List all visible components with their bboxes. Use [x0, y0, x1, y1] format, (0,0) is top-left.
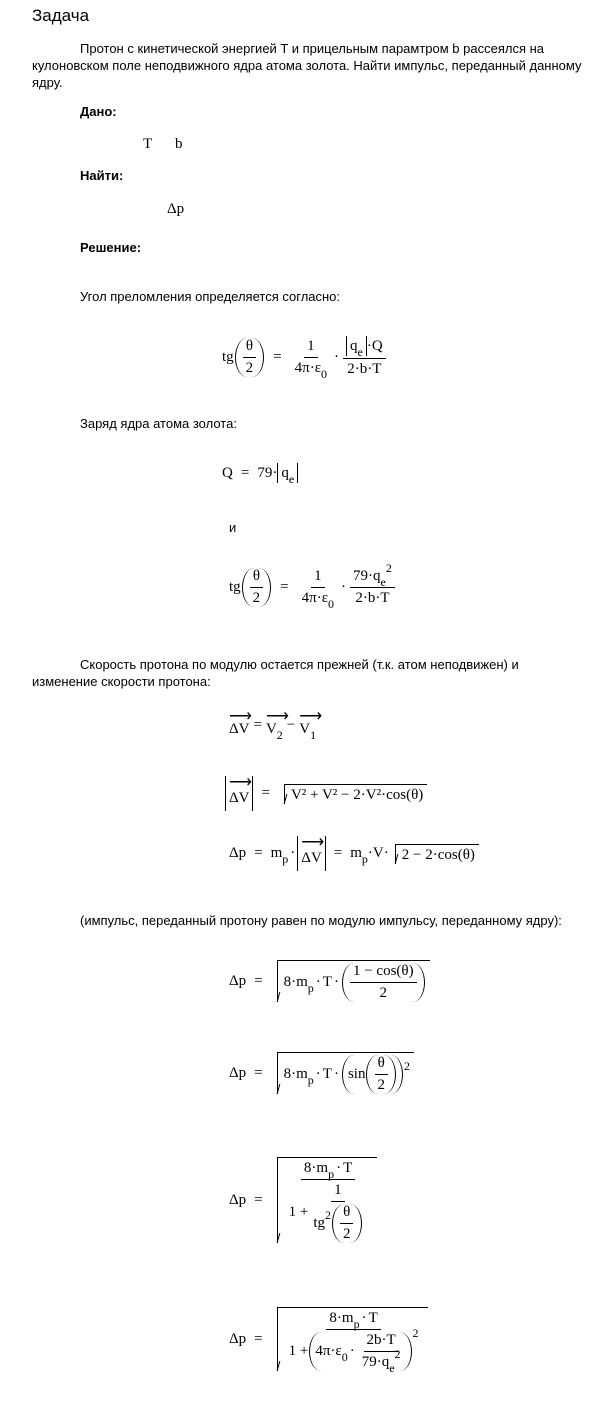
- paren: [242, 568, 272, 607]
- formula-dp-sin: [229, 1052, 414, 1094]
- f-sub1: 1: [310, 728, 317, 742]
- find-value: Δp: [167, 201, 185, 217]
- f-eq: =: [254, 845, 263, 861]
- f-dot: ·: [334, 348, 340, 365]
- f-T: T: [322, 1066, 332, 1082]
- given-label: Дано:: [80, 104, 117, 119]
- f-e: e: [288, 472, 295, 486]
- f-dot: ·: [341, 579, 347, 595]
- f-q: q: [350, 338, 358, 354]
- problem-text: Протон с кинетической энергией T и прицельным парамтром b рассеялся на кулоновском поле неподвижного ядра атома золота. Найти импульс, переданный данному ядру.: [32, 41, 582, 90]
- f-eq: =: [254, 1191, 263, 1208]
- f-dot: ·: [315, 974, 321, 990]
- f-2bT: 2b·T: [364, 1332, 399, 1352]
- formula-tg-angle-2: [229, 561, 397, 611]
- f-dot: ·: [315, 1066, 321, 1082]
- f-eq: =: [240, 464, 250, 481]
- paren: [235, 338, 265, 377]
- given-T: T: [143, 136, 153, 152]
- f-T: T: [368, 1310, 378, 1326]
- f-eq: =: [254, 972, 263, 989]
- text-angle: Угол преломления определяется согласно:: [80, 289, 341, 304]
- f-dp: Δp: [229, 1330, 247, 1347]
- f-tg: tg: [229, 579, 241, 595]
- f-79q: 79·q: [361, 1354, 390, 1370]
- f-dp: Δp: [229, 1191, 247, 1208]
- f-p: p: [328, 1167, 335, 1181]
- f-sq: 2: [412, 1326, 419, 1340]
- f-m: m: [270, 845, 283, 861]
- f-dp: Δp: [229, 845, 247, 861]
- f-sq: 2: [394, 1347, 401, 1361]
- f-eq: =: [253, 716, 262, 733]
- f-sin: sin: [347, 1066, 366, 1082]
- f-T: T: [343, 1160, 353, 1176]
- f-V: V: [265, 721, 277, 737]
- formula-dp-cos: [229, 960, 430, 1002]
- text-and: и: [229, 520, 237, 535]
- given-b: b: [175, 136, 183, 152]
- f-dp: Δp: [229, 1064, 247, 1081]
- formula-abs-delta-v: [225, 776, 427, 811]
- f-dV: ⟶ ΔV: [301, 836, 321, 871]
- f-e: e: [389, 1361, 395, 1375]
- f-79: 79·: [257, 464, 278, 481]
- text-velocity: Скорость протона по модулю остается прежней (т.к. атом неподвижен) и изменение скорости протона:: [32, 657, 519, 689]
- f-eq: =: [254, 1330, 263, 1347]
- f-4pi: 4π·ε: [294, 359, 322, 376]
- formula-dp-final: [229, 1307, 428, 1375]
- f-dot: ·: [336, 1160, 342, 1176]
- f-1plus: 1 +: [288, 1204, 309, 1220]
- f-eq: =: [273, 348, 282, 365]
- f-m: m: [350, 845, 362, 861]
- f-V: ·V·: [367, 845, 389, 861]
- f-8m: 8·m: [283, 974, 308, 990]
- f-e: e: [380, 575, 386, 589]
- f-79q: 79·q: [353, 568, 381, 584]
- f-q: q: [281, 465, 289, 481]
- f-sq: 2: [385, 561, 392, 575]
- f-eq: =: [254, 1064, 263, 1081]
- f-p: p: [307, 1073, 314, 1087]
- f-dot: ·: [361, 1310, 367, 1326]
- f-4pi: 4π·ε: [301, 590, 329, 606]
- f-two: 2: [252, 590, 261, 606]
- f-eq: =: [333, 845, 343, 861]
- f-sq: 2: [325, 1208, 332, 1222]
- f-eq: =: [280, 579, 289, 595]
- f-two: 2: [379, 985, 388, 1001]
- f-one: 1: [311, 568, 325, 588]
- formula-charge: [222, 463, 298, 486]
- f-two: 2: [377, 1077, 385, 1093]
- f-p: p: [353, 1317, 360, 1331]
- f-one: 1: [331, 1182, 345, 1202]
- f-1plus: 1 +: [288, 1343, 309, 1359]
- f-Q: Q: [222, 464, 233, 481]
- f-8m: 8·m: [329, 1310, 354, 1326]
- f-den: 2·b·T: [355, 590, 390, 606]
- solution-label: Решение:: [80, 240, 142, 255]
- f-8m: 8·m: [303, 1160, 329, 1176]
- f-T: T: [322, 974, 332, 990]
- text-impulse: (импульс, переданный протону равен по модулю импульсу, переданному ядру):: [80, 913, 562, 928]
- f-sub0: 0: [321, 366, 328, 381]
- f-sub2: 2: [276, 728, 283, 742]
- f-theta: θ: [243, 338, 256, 358]
- f-dV: ⟶ ΔV: [229, 712, 249, 738]
- f-theta: θ: [340, 1204, 353, 1224]
- f-p: p: [361, 852, 368, 866]
- f-sqrt: V² + V² − 2·V²·cos(θ): [284, 784, 427, 804]
- f-minus: −: [286, 716, 296, 733]
- f-dot: ·: [349, 1343, 355, 1359]
- formula-dp-tg: [229, 1157, 377, 1243]
- f-8m: 8·m: [283, 1066, 308, 1082]
- f-p: p: [282, 852, 289, 866]
- f-e: e: [357, 345, 363, 359]
- f-dV: ⟶ ΔV: [229, 776, 249, 811]
- f-dot: ·: [290, 845, 296, 861]
- formula-delta-v: [229, 712, 317, 742]
- f-1-cos: 1 − cos(θ): [350, 963, 417, 983]
- f-dot: ·: [333, 1066, 339, 1082]
- f-two: 2: [245, 359, 254, 376]
- f-tg: tg: [313, 1215, 326, 1231]
- f-dp: Δp: [229, 972, 247, 989]
- f-theta: θ: [375, 1055, 388, 1075]
- f-dot: ·: [333, 974, 339, 990]
- f-Q: Q: [371, 338, 383, 354]
- f-tg: tg: [222, 348, 234, 365]
- f-den: 2·b·T: [347, 361, 382, 377]
- f-sq: 2: [403, 1059, 410, 1073]
- f-4pi: 4π·ε: [315, 1343, 342, 1359]
- f-theta: θ: [250, 568, 263, 588]
- f-two: 2: [343, 1226, 351, 1242]
- formula-dp: [229, 836, 479, 871]
- f-eq: =: [261, 785, 270, 801]
- f-p: p: [307, 981, 314, 995]
- formula-tg-angle: [222, 336, 388, 381]
- f-one: 1: [304, 338, 318, 358]
- find-label: Найти:: [80, 168, 124, 183]
- f-sub0: 0: [341, 1350, 348, 1364]
- f-dot: ·: [366, 338, 372, 354]
- f-2cos: 2 − 2·cos: [401, 846, 458, 863]
- f-arg: (θ): [457, 846, 475, 863]
- f-sub0: 0: [328, 597, 335, 611]
- text-charge: Заряд ядра атома золота:: [80, 416, 237, 431]
- page-title: Задача: [32, 6, 90, 25]
- f-V: V: [299, 721, 311, 737]
